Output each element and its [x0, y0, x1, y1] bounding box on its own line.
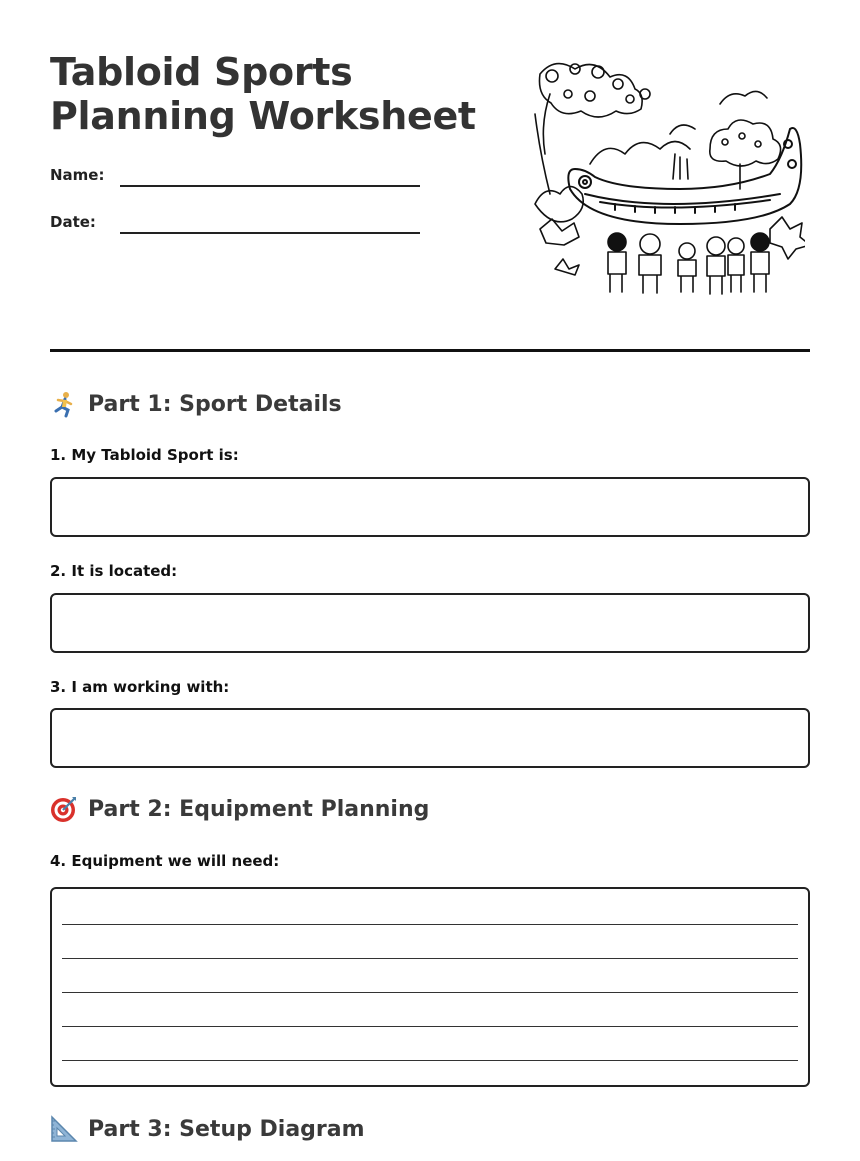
- question-2-box[interactable]: [50, 593, 810, 653]
- question-3-label: 3. I am working with:: [50, 678, 230, 696]
- name-line[interactable]: [120, 185, 420, 187]
- target-icon: [50, 795, 78, 823]
- date-label: Date:: [50, 213, 96, 231]
- fern: [770, 217, 805, 259]
- part2-title: Part 2: Equipment Planning: [88, 796, 430, 822]
- waka-illustration: [530, 54, 805, 304]
- writing-line[interactable]: [62, 958, 798, 959]
- page-title: Tabloid Sports Planning Worksheet: [50, 50, 476, 138]
- reeds: [673, 154, 688, 179]
- set-square-icon: [50, 1115, 78, 1143]
- canoe: [568, 128, 801, 224]
- question-1-label: 1. My Tabloid Sport is:: [50, 446, 239, 464]
- date-field[interactable]: [50, 213, 420, 243]
- question-3-input[interactable]: [52, 710, 808, 766]
- question-1-input[interactable]: [52, 479, 808, 535]
- name-label: Name:: [50, 166, 105, 184]
- children: [608, 233, 769, 294]
- question-3-box[interactable]: [50, 708, 810, 768]
- question-4-label: 4. Equipment we will need:: [50, 852, 280, 870]
- question-1-box[interactable]: [50, 477, 810, 537]
- flower-foliage: [535, 64, 650, 275]
- part1-title: Part 1: Sport Details: [88, 391, 342, 417]
- equipment-box[interactable]: [50, 887, 810, 1087]
- runner-icon: [50, 390, 78, 418]
- question-2-label: 2. It is located:: [50, 562, 178, 580]
- part1-heading: [50, 389, 342, 419]
- writing-line[interactable]: [62, 924, 798, 925]
- part2-heading: [50, 794, 429, 824]
- tree: [710, 120, 781, 189]
- cloud: [720, 91, 767, 104]
- header-divider: [50, 349, 810, 352]
- date-line[interactable]: [120, 232, 420, 234]
- part3-title: Part 3: Setup Diagram: [88, 1116, 365, 1142]
- writing-line[interactable]: [62, 1026, 798, 1027]
- writing-line[interactable]: [62, 1060, 798, 1061]
- writing-line[interactable]: [62, 992, 798, 993]
- question-2-input[interactable]: [52, 595, 808, 651]
- part3-heading: [50, 1114, 365, 1144]
- name-field[interactable]: [50, 166, 420, 196]
